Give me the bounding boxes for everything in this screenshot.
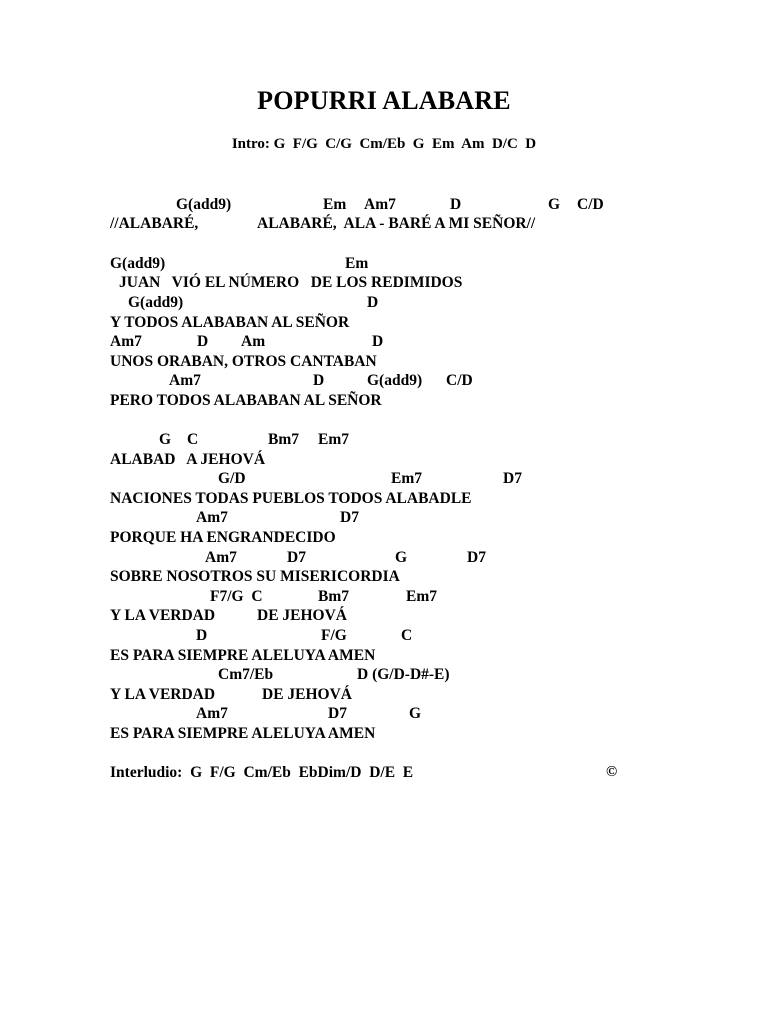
chord-symbol: D [313,372,325,389]
chord-symbol: Am7 [110,333,142,350]
song-title: POPURRI ALABARE [257,86,511,115]
chord-symbol: Em7 [318,431,349,448]
chord-symbol: Cm7/Eb [218,666,274,683]
chord-symbol: C [401,627,413,644]
chord-symbol: G(add9) [128,294,184,311]
chord-symbol: D7 [340,509,359,526]
lyric-text: DE JEHOVÁ [257,607,347,624]
chord-symbol: F/G [321,627,347,644]
chord-symbol: F7/G C [210,588,263,605]
chord-symbol: Em7 [391,470,422,487]
lyric-text: Y TODOS ALABABAN AL SEÑOR [110,314,350,331]
chord-symbol: G/D [218,470,246,487]
chord-symbol: Bm7 [268,431,299,448]
chord-symbol: Am7 [196,705,228,722]
chord-symbol: D (G/D-D#-E) [357,666,450,683]
chord-symbol: D [196,627,208,644]
chord-symbol: Am7 [205,549,237,566]
lyric-text: Y LA VERDAD [110,607,216,624]
chord-symbol: D [197,333,209,350]
chord-symbol: Am7 [169,372,201,389]
lyric-text: Y LA VERDAD [110,686,216,703]
chord-symbol: C [187,431,199,448]
lyric-text: ALABAD A JEHOVÁ [110,451,266,468]
lyric-text: SOBRE NOSOTROS SU MISERICORDIA [110,568,400,585]
lyric-text: ES PARA SIEMPRE ALELUYA AMEN [110,725,376,742]
chord-symbol: G [548,196,561,213]
chord-symbol: Em7 [406,588,437,605]
lyric-text: ES PARA SIEMPRE ALELUYA AMEN [110,647,376,664]
interludio-line: Interludio: G F/G Cm/Eb EbDim/D D/E E [110,764,414,781]
lyric-text: DE JEHOVÁ [262,686,352,703]
chord-symbol: Am7 [196,509,228,526]
chord-symbol: G [395,549,408,566]
chord-symbol: D7 [287,549,306,566]
chord-symbol: G [159,431,172,448]
intro-chords: Intro: G F/G C/G Cm/Eb G Em Am D/C D [231,136,537,152]
lyric-text: JUAN VIÓ EL NÚMERO DE LOS REDIMIDOS [119,274,463,291]
chord-symbol: D7 [328,705,347,722]
chord-symbol: D [372,333,384,350]
lyric-text: ALABARÉ, ALA - BARÉ A MI SEÑOR// [257,215,536,232]
chord-symbol: G(add9) [176,196,232,213]
chord-symbol: D [450,196,462,213]
copyright-symbol: © [606,764,618,780]
chord-symbol: C/D [446,372,473,389]
lyric-text: //ALABARÉ, [110,215,199,232]
chord-symbol: C/D [577,196,604,213]
chord-symbol: Am7 [364,196,396,213]
chord-symbol: Em [323,196,347,213]
lyric-text: PORQUE HA ENGRANDECIDO [110,529,336,546]
lyric-text: UNOS ORABAN, OTROS CANTABAN [110,353,377,370]
chord-symbol: D [367,294,379,311]
chord-symbol: D7 [467,549,486,566]
lyric-text: PERO TODOS ALABABAN AL SEÑOR [110,392,382,409]
lyric-text: NACIONES TODAS PUEBLOS TODOS ALABADLE [110,490,472,507]
chord-symbol: Em [345,255,369,272]
chord-symbol: Am [241,333,266,350]
chord-symbol: D7 [503,470,522,487]
chord-symbol: G(add9) [367,372,423,389]
chord-symbol: G(add9) [110,255,166,272]
chord-symbol: G [409,705,422,722]
chord-symbol: Bm7 [318,588,349,605]
